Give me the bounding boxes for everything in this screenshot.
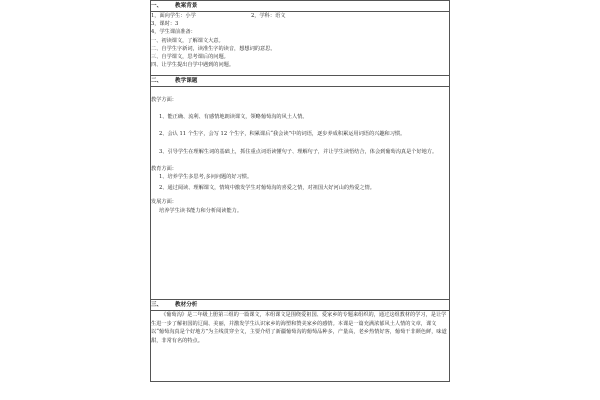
section-number: 三、: [151, 302, 163, 308]
prep-title: 4，学生课前准备：: [151, 29, 196, 36]
prep-item: 三、自学课文，思考课后的问题。: [151, 54, 229, 61]
section-header-background: [151, 1, 450, 12]
prep-item: 一、初读课文，了解课文大意。: [151, 37, 224, 44]
section-title: 教案背景: [175, 3, 198, 9]
edu-item: 2、通过阅读、理解课文，情境中激发学生对葡萄沟的喜爱之情，对祖国大好河山的热爱之情。: [159, 185, 375, 192]
prep-item: 四、让学生提出自学中遇到的问题。: [151, 62, 235, 69]
section-title: 教学课题: [175, 78, 198, 84]
background-body: [151, 12, 450, 76]
dev-item: 培养学生读书能力和分析阅读能力。: [159, 207, 243, 214]
section-title: 教材分析: [175, 302, 198, 308]
topic-body: [151, 87, 450, 300]
grade-line: 1，面向学生：小学: [151, 13, 196, 19]
prep-item: 二、自学生字新词，读准生字的读音，想想词的意思。: [151, 45, 276, 52]
edu-item: 1、培养学生多思考,多问问题的好习惯。: [159, 174, 253, 181]
lesson-plan-table: [150, 0, 450, 382]
subject-line: 2，学科：语文: [251, 13, 286, 19]
analysis-paragraph: 《葡萄沟》是二年级上册第三组的一篇课文，本组课文是围绕爱祖国、爱家乡的专题来组织的，通过这组教材的学习，是让学生进一步了解祖国的辽阔、美丽，并激发学生认识家乡的海塑和赞美家乡的感情。本课是一篇充满浓郁风土人情的文章，课文以“葡萄沟真是个好地方”为主线贯穿全文，主要介绍了新疆葡萄沟的葡萄品种多，产量高，老乡热情好客，葡萄干非颜色鲜，味道甜，非常有名的特点。: [151, 312, 447, 344]
teach-item: 3、引导学生在理解生词的基础上，抓住重点词语读懂句子、理解句子，并让学生读悟结合，体会到葡萄沟真是个好地方。: [159, 148, 438, 155]
teach-item: 1、能正确、流利、有感情地朗读课文，领略葡萄沟的风土人情。: [159, 114, 308, 121]
section-number: 一、: [151, 3, 163, 9]
section-number: 二、: [151, 78, 163, 84]
edu-title: 教育方面：: [151, 165, 177, 172]
teach-item: 2、会认 11 个生字，会写 12 个生字，积累课后“我会读”中的词语，逐步养成积累运用词语的兴趣和习惯。: [159, 131, 406, 138]
section-header-topic: [151, 76, 450, 87]
hours-line: 3，课时：3: [151, 21, 179, 28]
teach-title: 教学方面：: [151, 97, 177, 103]
analysis-body: [151, 311, 450, 382]
dev-title: 发展方面：: [151, 199, 177, 206]
section-header-analysis: [151, 300, 450, 311]
